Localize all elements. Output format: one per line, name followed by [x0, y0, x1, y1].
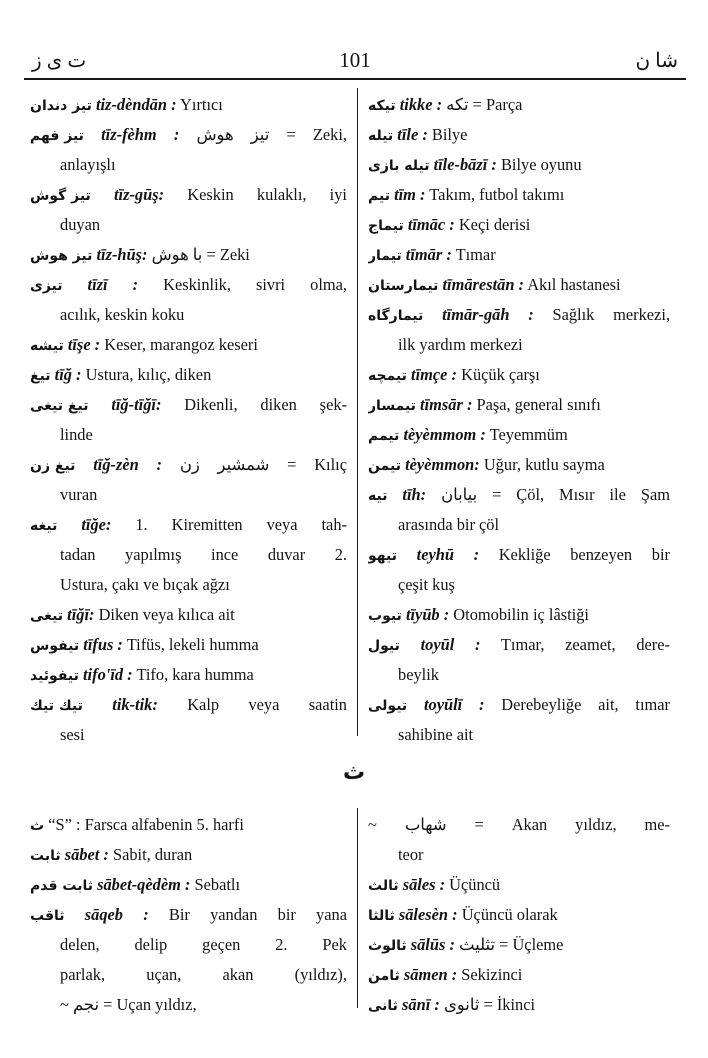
arabic-headword: تيمچه [368, 368, 407, 384]
entry-headline [368, 300, 670, 330]
dictionary-entry [368, 210, 670, 240]
definition-text: sahibine ait [398, 725, 474, 744]
arabic-headword: تيمار [368, 248, 402, 264]
header-left-letters: ت ى ز [32, 50, 87, 72]
left-column-bottom [30, 810, 347, 1020]
entry-headline [368, 960, 670, 990]
entry-continuation [30, 420, 347, 450]
definition-text: “S” : Farsca alfabenin 5. harfi [48, 815, 244, 834]
definition-text: Bilye oyunu [500, 155, 582, 174]
definition-text: Derebeyliğe ait, tımar [501, 695, 670, 714]
transliteration: tīğ-tīğī: [111, 395, 162, 414]
arabic-headword: تيول [368, 638, 400, 654]
entry-continuation [30, 990, 347, 1020]
definition-text: parlak, uçan, akan (yıldız), [60, 965, 347, 984]
arabic-headword: ثامن [368, 968, 400, 984]
transliteration: sālesèn : [398, 905, 458, 924]
entry-headline [30, 600, 347, 630]
entry-continuation [30, 300, 347, 330]
definition-text: ثانوى = İkinci [443, 995, 536, 1014]
definition-text: anlayışlı [60, 155, 116, 174]
transliteration: tīmsār : [420, 395, 473, 414]
definition-text: Üçüncü olarak [461, 905, 558, 924]
entry-headline [368, 150, 670, 180]
entry-headline [368, 810, 670, 840]
entry-continuation [30, 570, 347, 600]
definition-text: Akıl hastanesi [527, 275, 621, 294]
definition-text: Paşa, general sınıfı [476, 395, 601, 414]
definition-text: ilk yardım merkezi [398, 335, 523, 354]
arabic-headword: تيله [368, 128, 394, 144]
entry-headline [30, 90, 347, 120]
arabic-headword: تيفوس [30, 638, 80, 654]
transliteration: tīşe : [67, 335, 101, 354]
transliteration: tiz-dèndān : [95, 95, 177, 114]
transliteration: sābet : [64, 845, 109, 864]
entry-headline [30, 660, 347, 690]
dictionary-entry [30, 900, 347, 1020]
definition-text: Dikenli, diken şek- [184, 395, 347, 414]
definition-text: Kekliğe benzeyen bir [498, 545, 670, 564]
entry-headline [30, 810, 347, 840]
dictionary-entry [30, 390, 347, 450]
right-column-bottom [368, 810, 670, 1020]
transliteration: sāmen : [403, 965, 458, 984]
entry-headline [368, 420, 670, 450]
dictionary-entry [368, 90, 670, 120]
entry-headline [30, 450, 347, 480]
definition-text: Bir yandan bir yana [168, 905, 347, 924]
entry-continuation [368, 720, 670, 750]
dictionary-entry [368, 120, 670, 150]
entry-continuation [30, 930, 347, 960]
arabic-headword: ثالث [368, 878, 399, 894]
dictionary-entry [30, 870, 347, 900]
transliteration: tīğī: [67, 605, 95, 624]
transliteration: tèyèmmom : [403, 425, 486, 444]
definition-text: Takım, futbol takımı [429, 185, 565, 204]
arabic-headword: تيمارستان [368, 278, 439, 294]
entry-headline [30, 330, 347, 360]
transliteration: tīle : [397, 125, 428, 144]
definition-text: linde [60, 425, 93, 444]
definition-text: شمشير زن = Kılıç [179, 455, 347, 474]
dictionary-entry [30, 90, 347, 120]
transliteration: tīmçe : [411, 365, 458, 384]
definition-text: Uğur, kutlu sayma [483, 455, 605, 474]
entry-continuation [368, 510, 670, 540]
definition-text: Keskinlik, sivri olma, [163, 275, 347, 294]
entry-headline [368, 270, 670, 300]
arabic-headword: تيمم [368, 428, 400, 444]
definition-text: بيابان = Çöl, Mısır ile Şam [441, 485, 670, 504]
dictionary-entry [368, 180, 670, 210]
arabic-headword: ثابت [30, 848, 61, 864]
transliteration: tīz-gūş: [113, 185, 165, 204]
dictionary-entry [368, 540, 670, 600]
dictionary-entry [30, 360, 347, 390]
entry-headline [30, 630, 347, 660]
definition-text: Bilye [431, 125, 468, 144]
transliteration: sānī : [402, 995, 440, 1014]
arabic-headword: ث [30, 818, 45, 834]
dictionary-entry [30, 180, 347, 240]
transliteration: sāles : [402, 875, 446, 894]
dictionary-entry [30, 810, 347, 840]
arabic-headword: تيغ تيغى [30, 398, 89, 414]
entry-continuation [30, 150, 347, 180]
arabic-headword: تيمن [368, 458, 401, 474]
entry-headline [368, 630, 670, 660]
definition-text: ~ نجم = Uçan yıldız, [60, 995, 197, 1014]
arabic-headword: تيهو [368, 548, 397, 564]
dictionary-entry [30, 690, 347, 750]
header-right-letters: شا ن [635, 50, 678, 72]
transliteration: sābet-qèdèm : [97, 875, 191, 894]
entry-continuation [30, 960, 347, 990]
arabic-headword: تيفوئيد [30, 668, 79, 684]
arabic-headword: تيز دندان [30, 98, 92, 114]
entry-headline [30, 360, 347, 390]
arabic-headword: تيم [368, 188, 390, 204]
definition-text: delen, delip geçen 2. Pek [60, 935, 347, 954]
transliteration: tīmār-gāh : [442, 305, 534, 324]
entry-headline [368, 930, 670, 960]
definition-text: çeşit kuş [398, 575, 455, 594]
dictionary-entry [368, 870, 670, 900]
entry-continuation [30, 540, 347, 570]
arabic-headword: تيماج [368, 218, 404, 234]
dictionary-entry [368, 360, 670, 390]
dictionary-entry [368, 150, 670, 180]
definition-text: Keser, marangoz keseri [104, 335, 258, 354]
definition-text: 1. Kiremitten veya tah- [135, 515, 347, 534]
dictionary-entry [368, 990, 670, 1020]
page-number: 101 [339, 48, 371, 72]
header-rule [24, 78, 686, 80]
transliteration: sālūs : [410, 935, 455, 954]
transliteration: tīz-hūş: [96, 245, 148, 264]
definition-text: Sebatlı [194, 875, 241, 894]
entry-headline [368, 990, 670, 1020]
dictionary-entry [368, 240, 670, 270]
definition-text: Keskin kulaklı, iyi [187, 185, 347, 204]
definition-text: beylik [398, 665, 439, 684]
dictionary-entry [368, 390, 670, 420]
arabic-headword: ثابت قدم [30, 878, 93, 894]
entry-headline [368, 210, 670, 240]
entry-continuation [368, 840, 670, 870]
entry-headline [30, 900, 347, 930]
dictionary-entry [30, 600, 347, 630]
entry-headline [368, 600, 670, 630]
arabic-headword: ثاقب [30, 908, 65, 924]
arabic-headword: تيغ [30, 368, 51, 384]
entry-headline [30, 270, 347, 300]
entry-headline [368, 390, 670, 420]
arabic-headword: تيولى [368, 698, 408, 714]
arabic-headword: تيغ زن [30, 458, 76, 474]
arabic-headword: تيله بازى [368, 158, 430, 174]
transliteration: tifo'īd : [83, 665, 133, 684]
transliteration: tīzī : [87, 275, 139, 294]
dictionary-entry [368, 420, 670, 450]
dictionary-entry [368, 810, 670, 870]
arabic-headword: تيز هوش [30, 248, 93, 264]
arabic-headword: تيغه [30, 518, 58, 534]
entry-headline [368, 180, 670, 210]
arabic-headword: تيمسار [368, 398, 416, 414]
definition-text: arasında bir çöl [398, 515, 500, 534]
transliteration: tīyūb : [405, 605, 450, 624]
entry-continuation [30, 210, 347, 240]
definition-text: Sekizinci [461, 965, 523, 984]
definition-text: Tımar [455, 245, 496, 264]
right-column-top [368, 90, 670, 750]
arabic-headword: تيزى [30, 278, 63, 294]
dictionary-entry [368, 690, 670, 750]
transliteration: toyūlī : [423, 695, 485, 714]
arabic-headword: ثالوث [368, 938, 407, 954]
definition-text: sesi [60, 725, 85, 744]
definition-text: Tımar, zeamet, dere- [500, 635, 670, 654]
arabic-headword: تيك تيك [30, 698, 83, 714]
entry-headline [368, 120, 670, 150]
entry-headline [30, 390, 347, 420]
entry-continuation [30, 480, 347, 510]
section-letter-se: ث [342, 760, 366, 785]
arabic-headword: تيشه [30, 338, 64, 354]
definition-text: Diken veya kılıca ait [98, 605, 235, 624]
dictionary-entry [30, 270, 347, 330]
definition-text: teor [398, 845, 424, 864]
definition-text: acılık, keskin koku [60, 305, 185, 324]
definition-text: تكه = Parça [446, 95, 523, 114]
transliteration: tik-tik: [112, 695, 158, 714]
entry-headline [30, 840, 347, 870]
arabic-headword: ثالثا [368, 908, 395, 924]
dictionary-entry [368, 270, 670, 300]
arabic-headword: تيه [368, 488, 388, 504]
arabic-headword: تيوب [368, 608, 402, 624]
entry-continuation [368, 660, 670, 690]
transliteration: tīğ-zèn : [93, 455, 163, 474]
dictionary-entry [30, 240, 347, 270]
transliteration: tikke : [399, 95, 443, 114]
dictionary-entry [30, 120, 347, 180]
transliteration: tèyèmmon: [405, 455, 480, 474]
definition-text: Küçük çarşı [461, 365, 540, 384]
entry-continuation [30, 720, 347, 750]
entry-headline [30, 180, 347, 210]
dictionary-entry [30, 450, 347, 510]
entry-headline [368, 540, 670, 570]
arabic-headword: تيمارگاه [368, 308, 424, 324]
column-divider-bottom [357, 808, 358, 1008]
definition-text: Teyemmüm [489, 425, 568, 444]
transliteration: tīğe: [81, 515, 112, 534]
definition-text: Tifüs, lekeli humma [126, 635, 259, 654]
definition-text: Ustura, çakı ve bıçak ağzı [60, 575, 230, 594]
dictionary-entry [30, 330, 347, 360]
definition-text: با هوش = Zeki [151, 245, 250, 264]
transliteration: tīmār : [405, 245, 452, 264]
definition-text: Kalp veya saatin [187, 695, 347, 714]
entry-continuation [368, 570, 670, 600]
definition-text: Keçi derisi [458, 215, 531, 234]
dictionary-entry [368, 450, 670, 480]
definition-text: duyan [60, 215, 101, 234]
definition-text: Üçüncü [449, 875, 501, 894]
left-column-top [30, 90, 347, 750]
transliteration: tīm : [394, 185, 426, 204]
definition-text: Yırtıcı [180, 95, 223, 114]
page-header [24, 48, 686, 74]
dictionary-entry [368, 300, 670, 360]
arabic-headword: تيكه [368, 98, 396, 114]
definition-text: Tifo, kara humma [136, 665, 254, 684]
transliteration: sāqeb : [84, 905, 149, 924]
arabic-headword: تيز فهم [30, 128, 84, 144]
column-divider-top [357, 88, 358, 736]
entry-headline [30, 510, 347, 540]
definition-text: تيز هوش = Zeki, [196, 125, 347, 144]
definition-text: tadan yapılmış ince duvar 2. [60, 545, 347, 564]
definition-text: Sabit, duran [112, 845, 193, 864]
definition-text: Ustura, kılıç, diken [85, 365, 212, 384]
entry-headline [368, 870, 670, 900]
definition-text: Sağlık merkezi, [552, 305, 670, 324]
arabic-headword: تيز گوش [30, 188, 91, 204]
entry-headline [368, 900, 670, 930]
dictionary-entry [368, 630, 670, 690]
dictionary-entry [30, 660, 347, 690]
definition-text: Otomobilin iç lâstiği [453, 605, 589, 624]
dictionary-entry [368, 930, 670, 960]
transliteration: tīz-fèhm : [101, 125, 180, 144]
entry-headline [30, 120, 347, 150]
entry-headline [30, 870, 347, 900]
entry-headline [368, 480, 670, 510]
transliteration: tīğ : [54, 365, 82, 384]
dictionary-entry [368, 600, 670, 630]
definition-text: vuran [60, 485, 98, 504]
entry-headline [30, 690, 347, 720]
arabic-headword: ثانى [368, 998, 398, 1014]
definition-text: ~ شهاب = Akan yıldız, me- [368, 815, 670, 834]
entry-headline [30, 240, 347, 270]
dictionary-entry [30, 510, 347, 600]
transliteration: tīh: [402, 485, 427, 504]
entry-headline [368, 90, 670, 120]
transliteration: tīmāc : [407, 215, 455, 234]
definition-text: تثليث = Üçleme [459, 935, 564, 954]
entry-headline [368, 450, 670, 480]
entry-headline [368, 690, 670, 720]
transliteration: toyūl : [420, 635, 481, 654]
dictionary-entry [368, 900, 670, 930]
dictionary-entry [30, 840, 347, 870]
dictionary-entry [30, 630, 347, 660]
dictionary-entry [368, 480, 670, 540]
entry-headline [368, 360, 670, 390]
arabic-headword: تيغى [30, 608, 64, 624]
entry-headline [368, 240, 670, 270]
transliteration: tīle-bāzī : [433, 155, 497, 174]
entry-continuation [368, 330, 670, 360]
dictionary-entry [368, 960, 670, 990]
transliteration: tīfus : [83, 635, 123, 654]
transliteration: tīmārestān : [442, 275, 524, 294]
transliteration: teyhū : [416, 545, 480, 564]
